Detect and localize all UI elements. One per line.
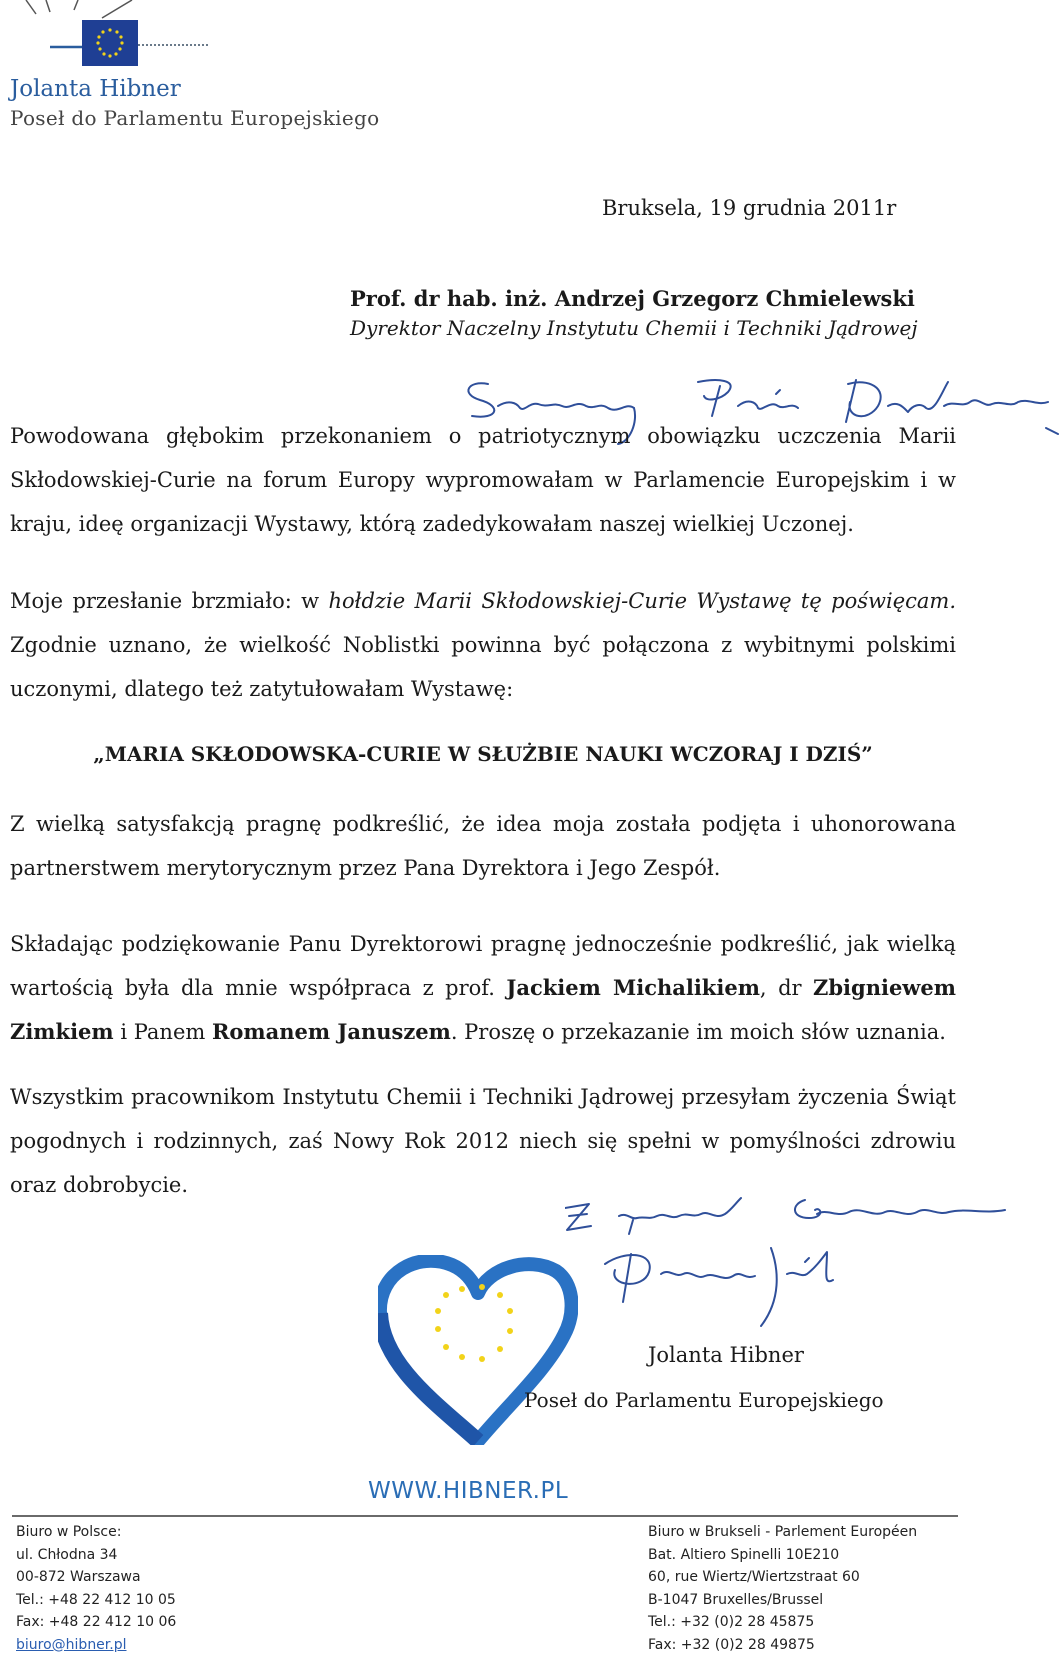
footer-line: Fax: +32 (0)2 28 49875 (648, 1634, 917, 1656)
footer-line: 60, rue Wiertz/Wiertzstraat 60 (648, 1566, 917, 1589)
footer-line: Bat. Altiero Spinelli 10E210 (648, 1544, 917, 1567)
eu-heart-logo-icon (378, 1255, 578, 1445)
body-paragraph-4 (10, 922, 956, 1054)
body-paragraph-3: Z wielką satysfakcją pragnę podkreślić, że idea moja została podjęta i uhonorowana partnerstwem merytorycznym przez Pana Dyrektora i Jego Zespół. (10, 802, 956, 890)
paragraph-text: . Proszę o przekazanie im moich słów uznania. (451, 1020, 946, 1044)
sender-name: Jolanta Hibner (10, 76, 181, 102)
date-line: Bruksela, 19 grudnia 2011r (602, 196, 896, 220)
person-name-bold: Zbigniewem Zimkiem (10, 975, 956, 1044)
paragraph-text: , dr (760, 976, 813, 1000)
footer-line: Biuro w Brukseli - Parlement Européen (648, 1521, 917, 1544)
handwritten-signature (565, 1190, 1063, 1330)
footer-line: 00-872 Warszawa (16, 1566, 176, 1589)
footer-line: B-1047 Bruxelles/Brussel (648, 1589, 917, 1612)
footer-line: Tel.: +32 (0)2 28 45875 (648, 1611, 917, 1634)
signer-name: Jolanta Hibner (648, 1343, 804, 1367)
paragraph-text: Zgodnie uznano, że wielkość Noblistki powinna być połączona z wybitnymi polskimi uczonymi, dlatego też zatytułowałam Wystawę: (10, 633, 956, 701)
eu-flag-icon (20, 0, 220, 72)
footer-line: Fax: +48 22 412 10 06 (16, 1611, 176, 1634)
paragraph-text: Składając podziękowanie Panu Dyrektorowi pragnę jednocześnie podkreślić, jak wielką wartością była dla mnie współpraca z prof. (10, 932, 956, 1000)
website-link[interactable]: WWW.HIBNER.PL (368, 1478, 568, 1504)
signer-title: Poseł do Parlamentu Europejskiego (524, 1388, 884, 1412)
sender-title: Poseł do Parlamentu Europejskiego (10, 106, 379, 130)
footer-divider (12, 1515, 958, 1517)
exhibition-title: „MARIA SKŁODOWSKA-CURIE W SŁUŻBIE NAUKI WCZORAJ I DZIŚ” (10, 742, 956, 766)
recipient-title: Dyrektor Naczelny Instytutu Chemii i Techniki Jądrowej (350, 316, 918, 340)
body-paragraph-5: Wszystkim pracownikom Instytutu Chemii i Techniki Jądrowej przesyłam życzenia Świąt pogodnych i rodzinnych, zaś Nowy Rok 2012 niech się spełni w pomyślności zdrowiu oraz dobrobycie. (10, 1075, 956, 1207)
footer-poland-office (16, 1521, 176, 1656)
footer-brussels-office (648, 1521, 917, 1656)
footer-line: ul. Chłodna 34 (16, 1544, 176, 1567)
dedication-italic: hołdzie Marii Skłodowskiej-Curie Wystawę tę poświęcam. (329, 589, 956, 613)
recipient-name: Prof. dr hab. inż. Andrzej Grzegorz Chmielewski (350, 286, 915, 311)
paragraph-text: Moje przesłanie brzmiało: w (10, 589, 329, 613)
person-name-bold: Romanem Januszem (212, 1019, 451, 1044)
footer-line: Biuro w Polsce: (16, 1521, 176, 1544)
body-paragraph-2 (10, 579, 956, 711)
footer-line: Tel.: +48 22 412 10 05 (16, 1589, 176, 1612)
email-link[interactable]: biuro@hibner.pl (16, 1634, 176, 1656)
paragraph-text: i Panem (114, 1020, 212, 1044)
body-paragraph-1: Powodowana głębokim przekonaniem o patriotycznym obowiązku uczczenia Marii Skłodowskiej-Curie na forum Europy wypromowałam w Parlamencie Europejskim i w kraju, ideę organizacji Wystawy, którą zadedykowałam naszej wielkiej Uczonej. (10, 414, 956, 546)
person-name-bold: Jackiem Michalikiem (506, 975, 760, 1000)
